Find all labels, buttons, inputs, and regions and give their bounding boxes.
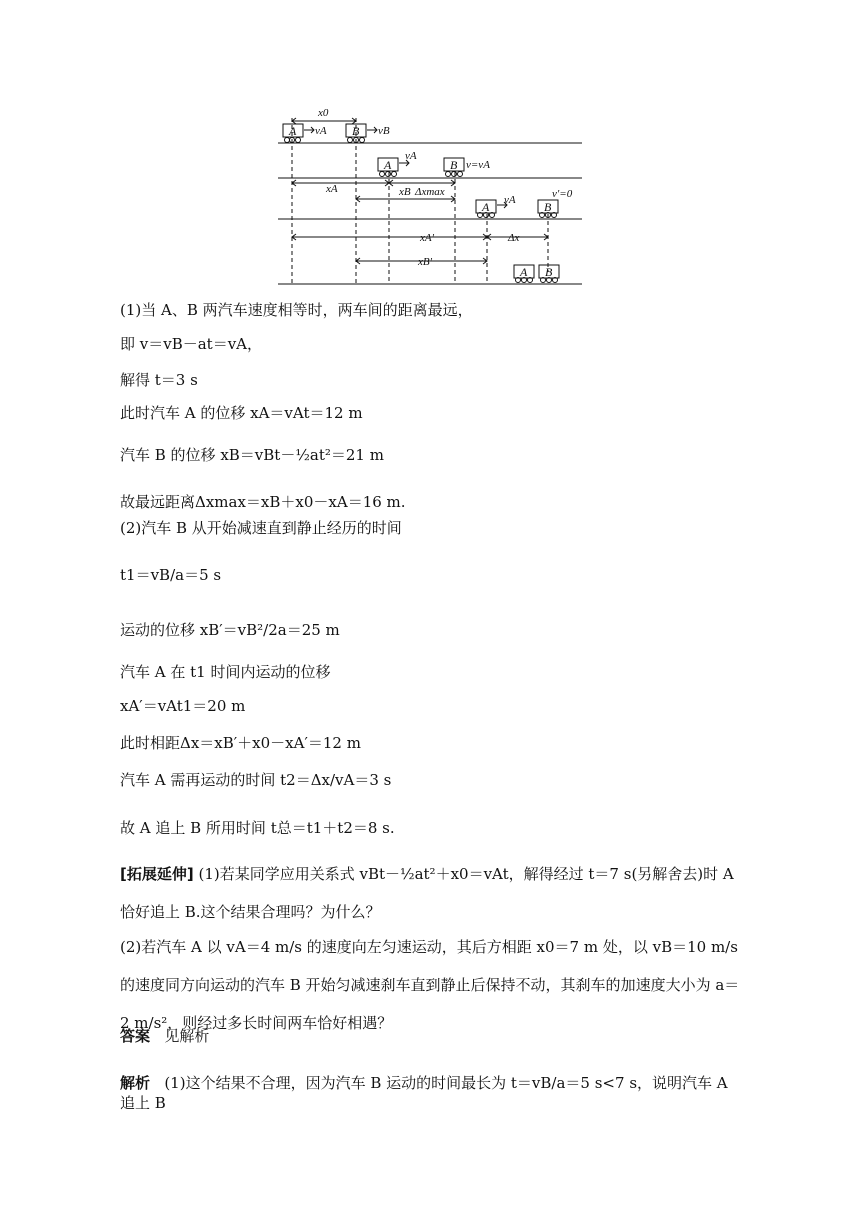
answer-line bbox=[120, 1026, 209, 1046]
answer-text: 见解析 bbox=[164, 1027, 210, 1045]
solution-line-13: 汽车 A 需再运动的时间 t2＝Δx/vA＝3 s bbox=[120, 771, 392, 789]
label-vprime: v′=0 bbox=[552, 188, 573, 200]
solution-line-5: 汽车 B 的位移 xB＝vBt－½at²＝21 m bbox=[120, 446, 384, 464]
solution-line-3: 解得 t＝3 s bbox=[120, 371, 198, 389]
label-xB-prime: xB′ bbox=[418, 256, 433, 268]
label-v-eq: v=vA bbox=[466, 159, 490, 171]
svg-text:A: A bbox=[520, 265, 528, 279]
label-dx: Δx bbox=[508, 232, 520, 244]
label-xB: xB bbox=[399, 186, 411, 198]
label-vA2: vA bbox=[405, 150, 417, 162]
extension-question-1: (1)若某同学应用关系式 vBt－½at²＋x0＝vAt，解得经过 t＝7 s(另解舍去)时 A 恰好追上 B.这个结果合理吗？为什么？ bbox=[120, 865, 734, 921]
label-vA: vA bbox=[315, 125, 327, 137]
answer-label: 答案 bbox=[120, 1027, 151, 1045]
analysis-text: (1)这个结果不合理，因为汽车 B 运动的时间最长为 t＝vB/a＝5 s<7 s，说明汽车 A 追上 B bbox=[120, 1074, 728, 1112]
svg-text:A: A bbox=[384, 158, 392, 172]
svg-text:B: B bbox=[545, 265, 553, 279]
svg-text:B: B bbox=[544, 200, 552, 214]
solution-line-2: 即 v＝vB－at＝vA， bbox=[120, 335, 263, 353]
solution-line-9: 运动的位移 xB′＝vB²/2a＝25 m bbox=[120, 621, 340, 639]
motion-diagram bbox=[0, 0, 860, 300]
solution-line-12: 此时相距Δx＝xB′＋x0－xA′＝12 m bbox=[120, 734, 361, 752]
svg-text:A: A bbox=[289, 124, 297, 138]
solution-line-1: (1)当 A、B 两汽车速度相等时，两车间的距离最远， bbox=[120, 301, 473, 319]
label-xA-prime: xA′ bbox=[420, 232, 435, 244]
svg-text:A: A bbox=[482, 200, 490, 214]
extension-label: [拓展延伸] bbox=[120, 865, 194, 883]
solution-line-6: 故最远距离Δxmax＝xB＋x0－xA＝16 m. bbox=[120, 493, 406, 511]
analysis-line bbox=[120, 1073, 740, 1113]
label-xA: xA bbox=[326, 183, 338, 195]
solution-line-14: 故 A 追上 B 所用时间 t总＝t1＋t2＝8 s. bbox=[120, 819, 395, 837]
extension-question-2: (2)若汽车 A 以 vA＝4 m/s 的速度向左匀速运动，其后方相距 x0＝7 m 处，以 vB＝10 m/s 的速度同方向运动的汽车 B 开始匀减速刹车直到静止后保持不动，其刹车的加速度大小为 a＝2 m/s²，则经过多长时间两车恰好相遇？ bbox=[120, 938, 740, 1032]
svg-text:B: B bbox=[352, 124, 360, 138]
label-dxmax: Δxmax bbox=[415, 186, 445, 198]
solution-line-10: 汽车 A 在 t1 时间内运动的位移 bbox=[120, 663, 331, 681]
label-vA3: vA bbox=[504, 194, 516, 206]
solution-line-4: 此时汽车 A 的位移 xA＝vAt＝12 m bbox=[120, 404, 363, 422]
extension-paragraph-1 bbox=[120, 855, 740, 931]
label-x0: x0 bbox=[318, 107, 329, 119]
solution-line-8: t1＝vB/a＝5 s bbox=[120, 566, 222, 584]
analysis-label: 解析 bbox=[120, 1074, 151, 1092]
solution-line-7: (2)汽车 B 从开始减速直到静止经历的时间 bbox=[120, 519, 402, 537]
svg-text:B: B bbox=[450, 158, 458, 172]
solution-line-11: xA′＝vAt1＝20 m bbox=[120, 697, 246, 715]
label-vB: vB bbox=[378, 125, 390, 137]
